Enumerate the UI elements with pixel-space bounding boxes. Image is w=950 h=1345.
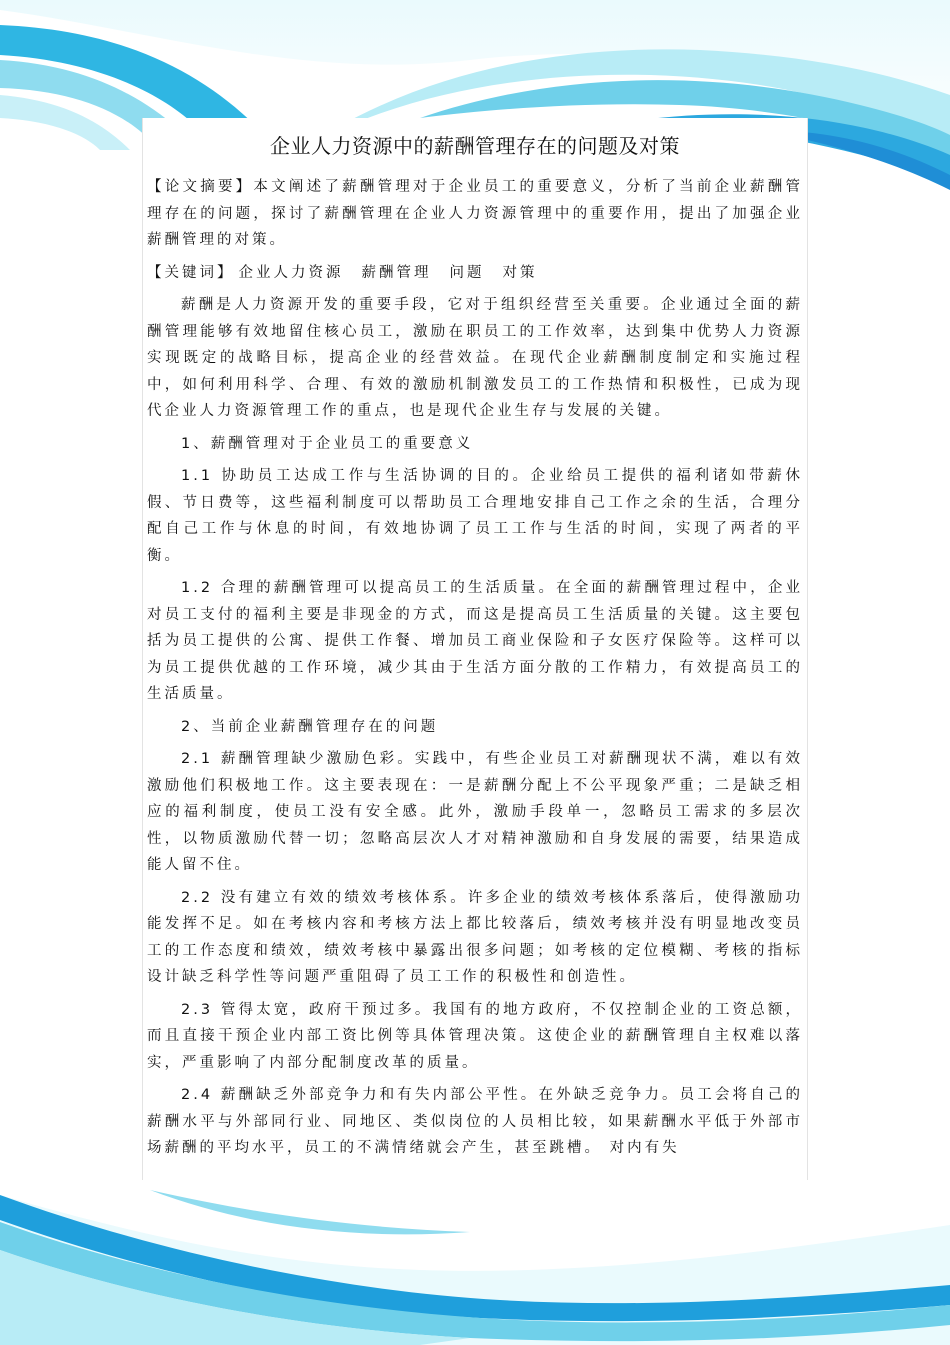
paragraph-2-2: 2.2 没有建立有效的绩效考核体系。许多企业的绩效考核体系落后，使得激励功能发挥不足。如在考核内容和考核方法上都比较落后，绩效考核并没有明显地改变员工的工作态度和绩效，绩效考核中暴露出很多问题；如考核的定位模糊、考核的指标设计缺乏科学性等问题严重阻碍了员工工作的积极性和创造性。	[147, 889, 803, 985]
paragraph-1-2: 1.2 合理的薪酬管理可以提高员工的生活质量。在全面的薪酬管理过程中，企业对员工支付的福利主要是非现金的方式，而这是提高员工生活质量的关键。这主要包括为员工提供的公寓、提供工作餐、增加员工商业保险和子女医疗保险等。这样可以为员工提供优越的工作环境，减少其由于生活方面分散的工作精力，有效提高员工的生活质量。	[147, 580, 803, 702]
keyword: 薪酬管理	[361, 264, 432, 281]
abstract-paragraph: 【论文摘要】本文阐述了薪酬管理对于企业员工的重要意义，分析了当前企业薪酬管理存在的问题，探讨了薪酬管理在企业人力资源管理中的重要作用，提出了加强企业薪酬管理的对策。	[147, 179, 803, 248]
keyword: 企业人力资源	[238, 264, 344, 281]
paragraph-2-4: 2.4 薪酬缺乏外部竞争力和有失内部公平性。在外缺乏竞争力。员工会将自己的薪酬水平与外部同行业、同地区、类似岗位的人员相比较，如果薪酬水平低于外部市场薪酬的平均水平，员工的不满情绪就会产生，甚至跳槽。 对内有失	[147, 1087, 803, 1156]
paragraph-2-3: 2.3 管得太宽，政府干预过多。我国有的地方政府，不仅控制企业的工资总额，而且直接干预企业内部工资比例等具体管理决策。这使企业的薪酬管理自主权难以落实，严重影响了内部分配制度改革的质量。	[147, 1001, 803, 1071]
document-title: 企业人力资源中的薪酬管理存在的问题及对策	[270, 134, 680, 158]
document-page	[142, 118, 808, 1180]
intro-paragraph: 薪酬是人力资源开发的重要手段，它对于组织经营至关重要。企业通过全面的薪酬管理能够有效地留住核心员工，激励在职员工的工作效率，达到集中优势人力资源实现既定的战略目标，提高企业的经营效益。在现代企业薪酬制度制定和实施过程中，如何利用科学、合理、有效的激励机制激发员工的工作热情和积极性，已成为现代企业人力资源管理工作的重点，也是现代企业生存与发展的关键。	[147, 297, 803, 419]
document-body	[147, 174, 803, 1168]
paragraph-2-1: 2.1 薪酬管理缺少激励色彩。实践中，有些企业员工对薪酬现状不满，难以有效激励他们积极地工作。这主要表现在：一是薪酬分配上不公平现象严重；二是缺乏相应的福利制度，使员工没有安全感。此外，激励手段单一，忽略员工需求的多层次性，以物质激励代替一切；忽略高层次人才对精神激励和自身发展的需要，结果造成能人留不住。	[147, 751, 803, 873]
keywords-line	[147, 260, 803, 287]
section-heading-1: 1、薪酬管理对于企业员工的重要意义	[181, 435, 474, 452]
keywords-label: 【关键词】	[147, 264, 235, 281]
paragraph-1-1: 1.1 协助员工达成工作与生活协调的目的。企业给员工提供的福利诸如带薪休假、节日费等，这些福利制度可以帮助员工合理地安排自己工作之余的生活，合理分配自己工作与休息的时间，有效地协调了员工工作与生活的时间，实现了两者的平衡。	[147, 468, 803, 564]
section-heading-2: 2、当前企业薪酬管理存在的问题	[181, 718, 439, 735]
keyword: 问题	[449, 264, 485, 281]
keyword: 对策	[502, 264, 538, 281]
